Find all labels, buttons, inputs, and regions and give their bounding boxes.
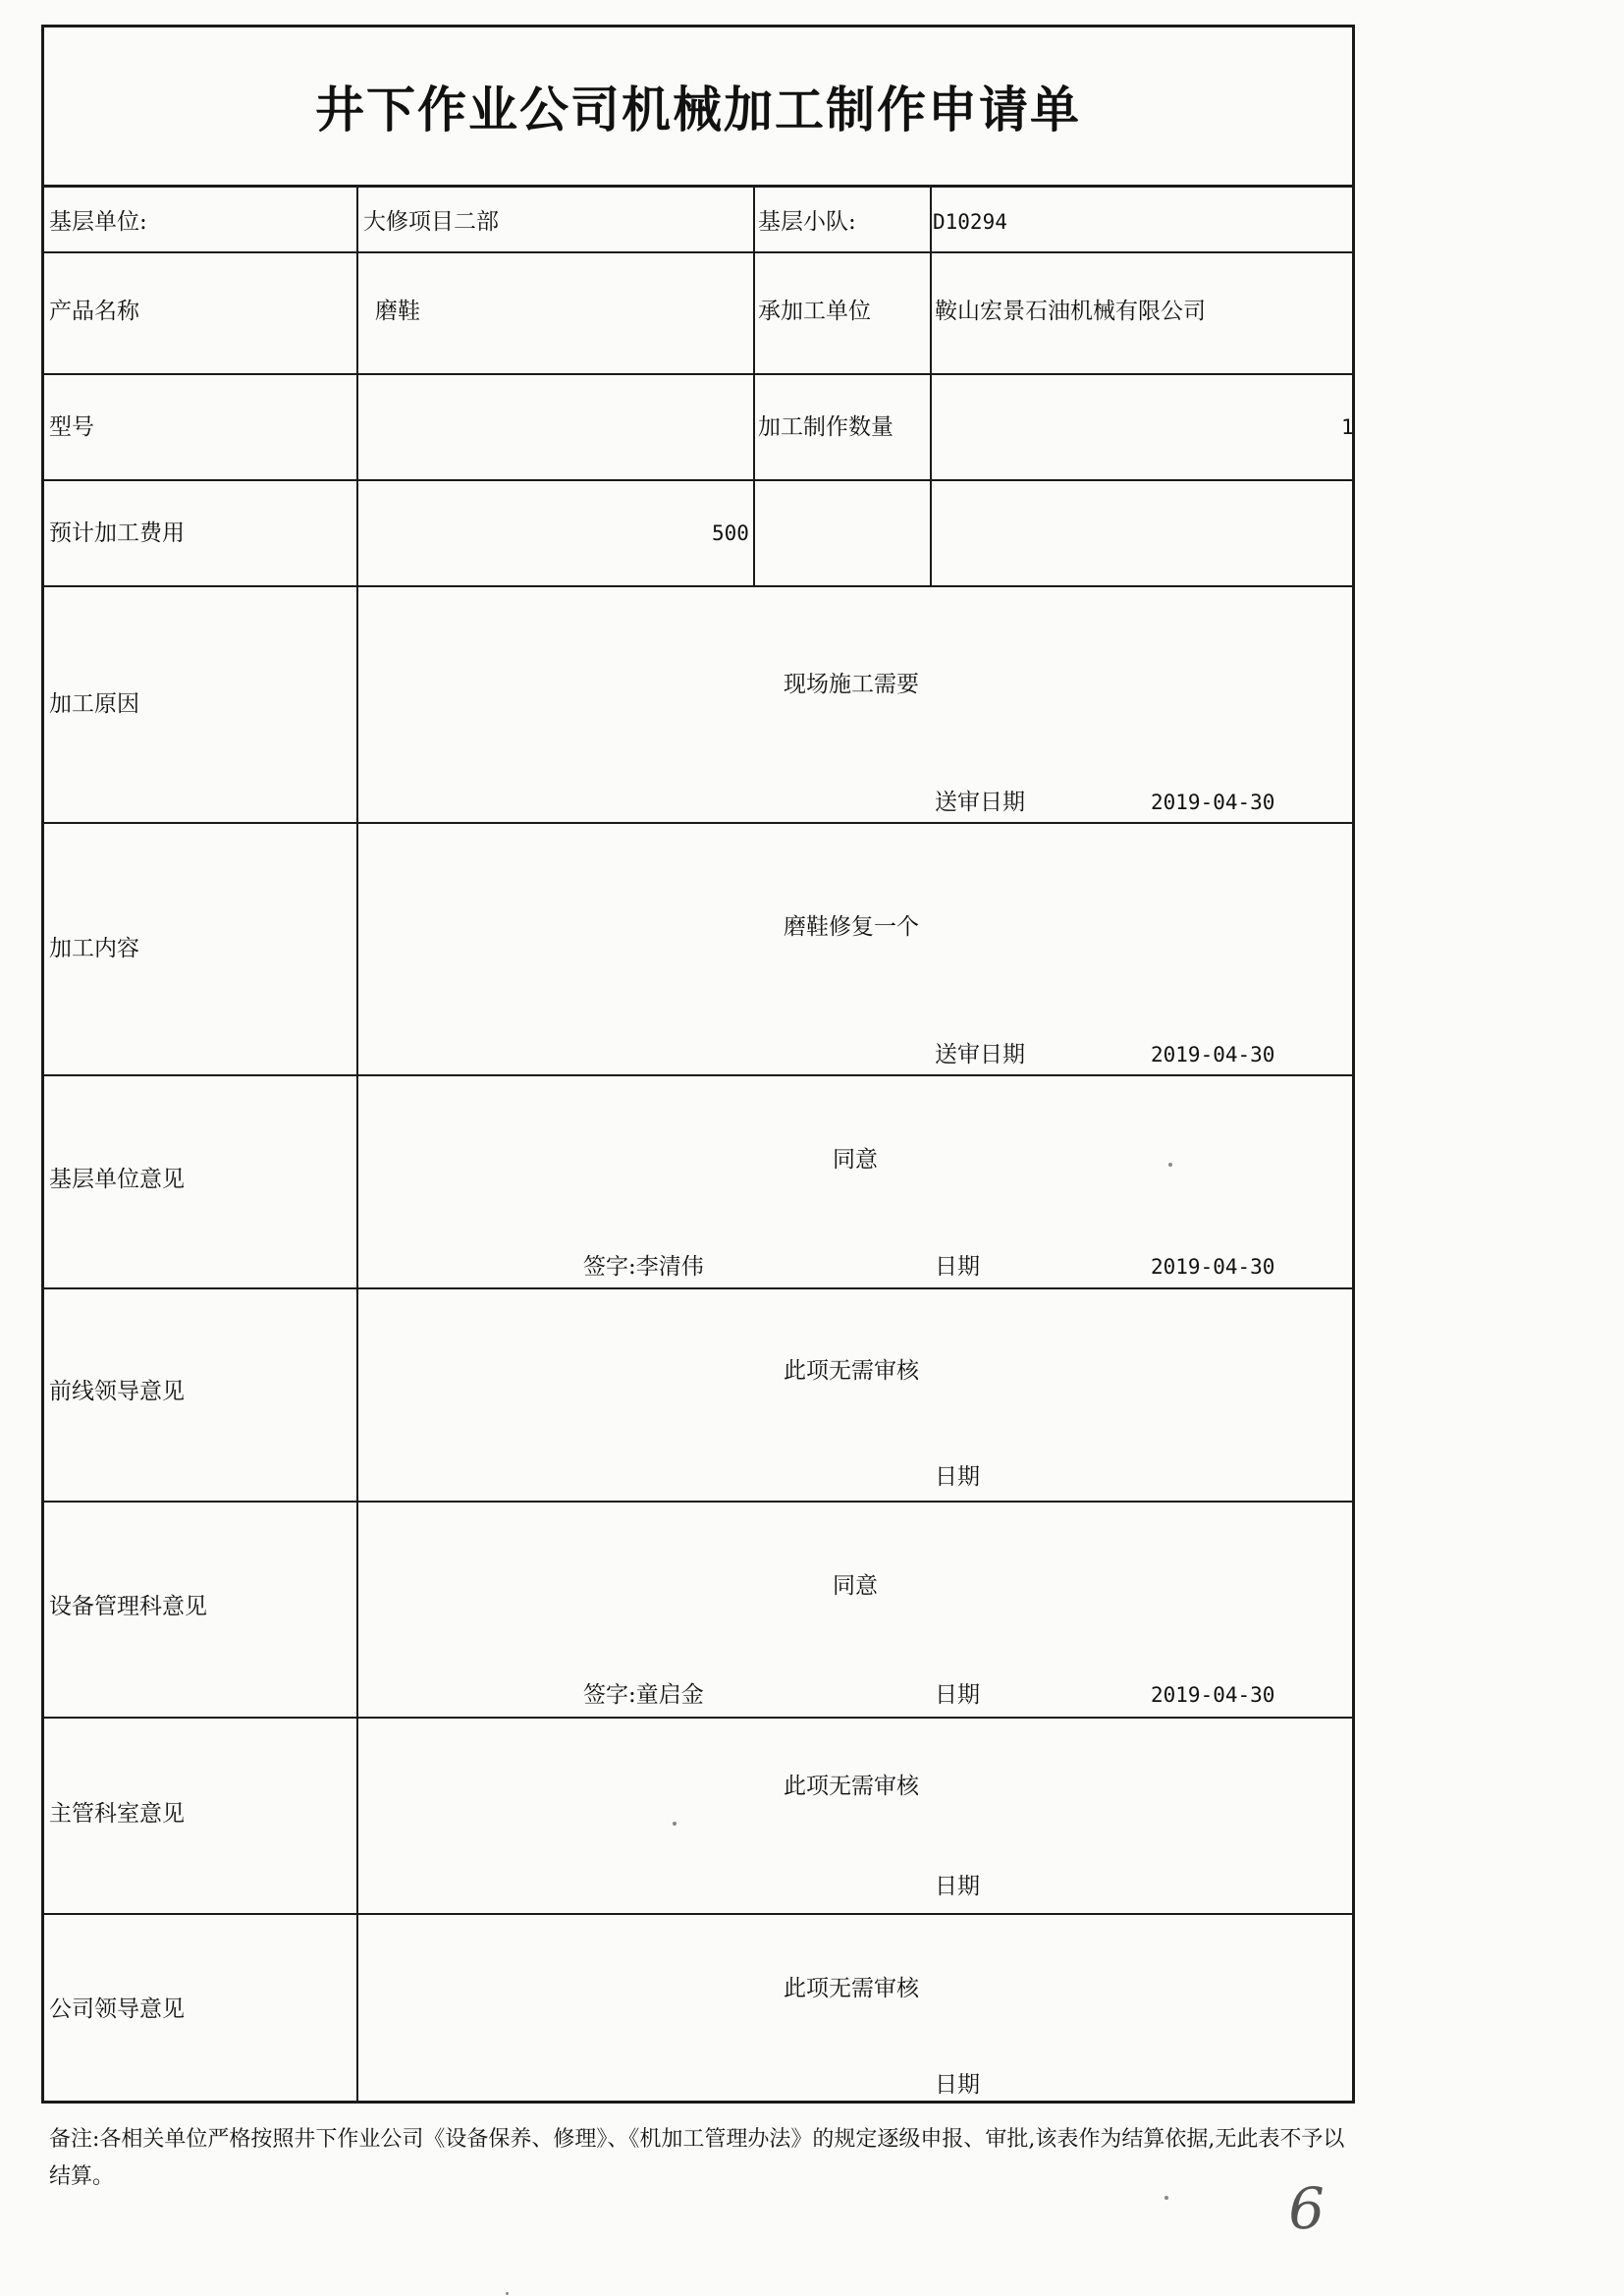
scan-speck xyxy=(673,1822,677,1826)
row-divider xyxy=(44,251,1352,253)
section-content: 此项无需审核 xyxy=(784,1774,919,1799)
section-date-label: 日期 xyxy=(935,2072,980,2098)
row-divider xyxy=(44,1287,1352,1289)
contractor-value: 鞍山宏景石油机械有限公司 xyxy=(935,299,1206,324)
row-divider xyxy=(44,1501,1352,1503)
section-date: 2019-04-30 xyxy=(1151,1683,1275,1707)
row-divider xyxy=(44,373,1352,375)
section-label: 前线领导意见 xyxy=(49,1379,185,1404)
product-value: 磨鞋 xyxy=(375,299,420,324)
footer-note: 备注:各相关单位严格按照井下作业公司《设备保养、修理》、《机加工管理办法》的规定逐级申报、审批,该表作为结算依据,无此表不予以结算。 xyxy=(49,2127,1345,2189)
unit-label: 基层单位: xyxy=(49,209,147,235)
section-date-label: 送审日期 xyxy=(935,1042,1025,1067)
model-label: 型号 xyxy=(49,414,94,440)
team-value: D10294 xyxy=(933,210,1007,234)
section-content: 现场施工需要 xyxy=(784,672,919,697)
row-divider xyxy=(44,822,1352,824)
section-content: 同意 xyxy=(833,1147,878,1173)
section-label: 公司领导意见 xyxy=(49,1996,185,2022)
section-date-label: 送审日期 xyxy=(935,790,1025,815)
section-label: 加工原因 xyxy=(49,691,139,717)
col-divider xyxy=(356,188,358,2104)
section-content: 磨鞋修复一个 xyxy=(784,914,919,940)
scan-speck xyxy=(506,2292,509,2295)
cost-value: 500 xyxy=(712,521,749,545)
scan-speck xyxy=(1164,2196,1168,2200)
section-label: 加工内容 xyxy=(49,936,139,961)
col-divider xyxy=(753,188,755,585)
col-divider xyxy=(930,188,932,585)
section-content: 同意 xyxy=(833,1573,878,1599)
quantity-label: 加工制作数量 xyxy=(758,414,893,440)
section-date: 2019-04-30 xyxy=(1151,791,1275,814)
product-label: 产品名称 xyxy=(49,299,139,324)
unit-value: 大修项目二部 xyxy=(363,209,499,235)
section-date-label: 日期 xyxy=(935,1874,980,1899)
section-date: 2019-04-30 xyxy=(1151,1043,1275,1066)
team-label: 基层小队: xyxy=(758,209,856,235)
section-label: 基层单位意见 xyxy=(49,1167,185,1192)
row-divider xyxy=(44,1074,1352,1076)
section-date-label: 日期 xyxy=(935,1464,980,1490)
section-sign: 签字:李清伟 xyxy=(583,1254,704,1280)
section-label: 主管科室意见 xyxy=(49,1801,185,1827)
handwritten-page-number: 6 xyxy=(1282,2175,1330,2242)
row-divider xyxy=(44,479,1352,481)
row-divider xyxy=(44,1913,1352,1915)
row-divider xyxy=(44,1717,1352,1719)
section-label: 设备管理科意见 xyxy=(49,1594,207,1619)
contractor-label: 承加工单位 xyxy=(758,299,871,324)
form-title: 井下作业公司机械加工制作申请单 xyxy=(44,27,1352,188)
section-date-label: 日期 xyxy=(935,1254,980,1280)
row-divider xyxy=(44,585,1352,587)
section-content: 此项无需审核 xyxy=(784,1976,919,2001)
section-sign: 签字:童启金 xyxy=(583,1682,704,1708)
section-date-label: 日期 xyxy=(935,1682,980,1708)
section-content: 此项无需审核 xyxy=(784,1358,919,1384)
scan-speck xyxy=(1168,1163,1172,1167)
quantity-value: 1 xyxy=(1341,415,1354,439)
cost-label: 预计加工费用 xyxy=(49,520,185,546)
section-date: 2019-04-30 xyxy=(1151,1255,1275,1279)
